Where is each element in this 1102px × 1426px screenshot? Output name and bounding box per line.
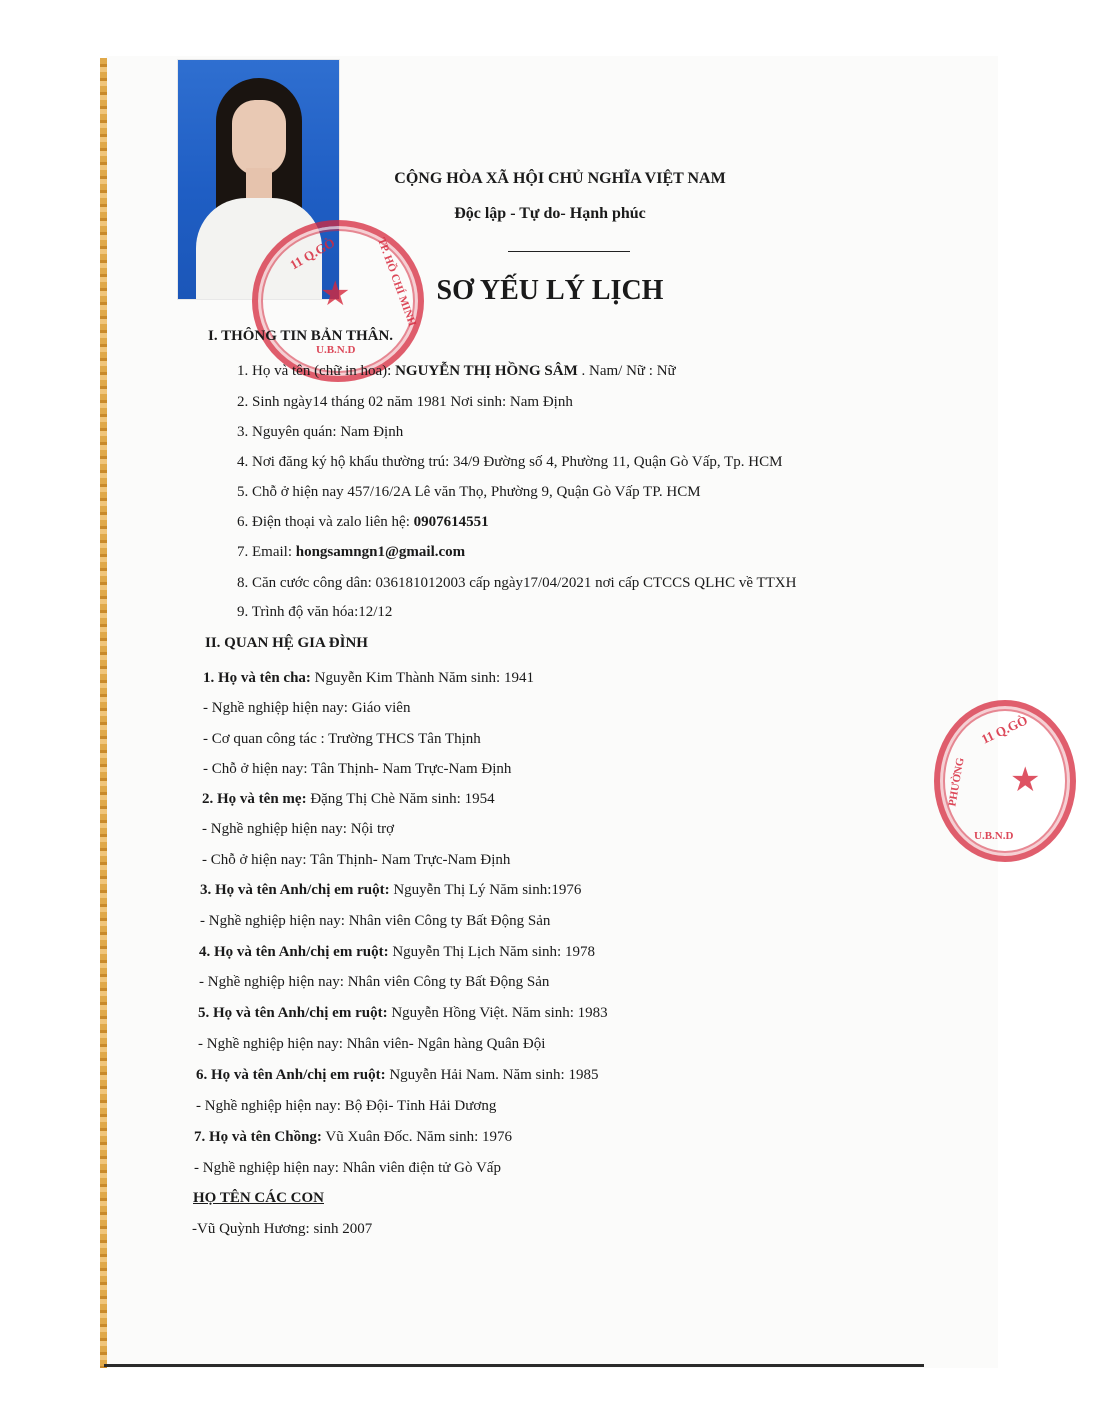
sibling-4-name: 4. Họ và tên Anh/chị em ruột: Nguyễn Thị Lịch Năm sinh: 1978: [199, 944, 595, 960]
info-item-4: 4. Nơi đăng ký hộ khẩu thường trú: 34/9 Đường số 4, Phường 11, Quận Gò Vấp, Tp. HCM: [237, 454, 783, 470]
section1-heading: I. THÔNG TIN BẢN THÂN.: [208, 328, 394, 344]
father-work: - Cơ quan công tác : Trường THCS Tân Thịnh: [203, 731, 481, 747]
info-item-5: 5. Chỗ ở hiện nay 457/16/2A Lê văn Thọ, Phường 9, Quận Gò Vấp TP. HCM: [237, 484, 701, 500]
info-item-9: 9. Trình độ văn hóa:12/12: [237, 604, 393, 620]
sibling-4-job: - Nghề nghiệp hiện nay: Nhân viên Công ty Bất Động Sản: [199, 974, 550, 990]
info-item-8: 8. Căn cước công dân: 036181012003 cấp ngày17/04/2021 nơi cấp CTCCS QLHC về TTXH: [237, 575, 797, 591]
official-seal-right: ★ 11 Q.GÒ PHƯỜNG U.B.N.D: [934, 700, 1076, 862]
document-title: SƠ YẾU LÝ LỊCH: [436, 275, 664, 306]
child-item: -Vũ Quỳnh Hương: sinh 2007: [192, 1221, 373, 1237]
info-item-1: 1. Họ và tên (chữ in hoa): NGUYỄN THỊ HỒNG SÂM . Nam/ Nữ : Nữ: [237, 363, 676, 379]
sibling-3-job: - Nghề nghiệp hiện nay: Nhân viên Công ty Bất Động Sản: [200, 913, 551, 929]
sibling-5-name: 5. Họ và tên Anh/chị em ruột: Nguyễn Hồng Việt. Năm sinh: 1983: [198, 1005, 608, 1021]
official-seal-top: ★ 11 Q.GÒ TP. HỒ CHÍ MINH U.B.N.D: [252, 220, 424, 382]
sibling-3-name: 3. Họ và tên Anh/chị em ruột: Nguyễn Thị Lý Năm sinh:1976: [200, 882, 582, 898]
mother-job: - Nghề nghiệp hiện nay: Nội trợ: [202, 821, 395, 837]
father-job: - Nghề nghiệp hiện nay: Giáo viên: [203, 700, 411, 716]
sibling-5-job: - Nghề nghiệp hiện nay: Nhân viên- Ngân hàng Quân Đội: [198, 1036, 546, 1052]
country-header: CỘNG HÒA XÃ HỘI CHỦ NGHĨA VIỆT NAM: [394, 170, 726, 187]
header-divider: [508, 251, 630, 252]
husband-name: 7. Họ và tên Chồng: Vũ Xuân Đốc. Năm sinh: 1976: [194, 1129, 513, 1145]
info-item-3: 3. Nguyên quán: Nam Định: [237, 424, 404, 440]
father-name: 1. Họ và tên cha: Nguyễn Kim Thành Năm sinh: 1941: [203, 670, 534, 686]
children-heading: HỌ TÊN CÁC CON: [193, 1190, 324, 1206]
mother-name: 2. Họ và tên mẹ: Đặng Thị Chè Năm sinh: 1954: [202, 791, 495, 807]
page-edge-decoration: [100, 58, 107, 1368]
info-item-6: 6. Điện thoại và zalo liên hệ: 0907614551: [237, 514, 489, 530]
husband-job: - Nghề nghiệp hiện nay: Nhân viên điện tử Gò Vấp: [194, 1160, 501, 1176]
motto: Độc lập - Tự do- Hạnh phúc: [454, 205, 646, 222]
info-item-2: 2. Sinh ngày14 tháng 02 năm 1981 Nơi sinh: Nam Định: [237, 394, 573, 410]
mother-address: - Chỗ ở hiện nay: Tân Thịnh- Nam Trực-Nam Định: [202, 852, 511, 868]
section2-heading: II. QUAN HỆ GIA ĐÌNH: [205, 635, 368, 651]
father-address: - Chỗ ở hiện nay: Tân Thịnh- Nam Trực-Nam Định: [203, 761, 512, 777]
page-bottom-border: [104, 1364, 924, 1367]
sibling-6-job: - Nghề nghiệp hiện nay: Bộ Đội- Tỉnh Hải Dương: [196, 1098, 497, 1114]
sibling-6-name: 6. Họ và tên Anh/chị em ruột: Nguyễn Hải Nam. Năm sinh: 1985: [196, 1067, 599, 1083]
info-item-7: 7. Email: hongsamngn1@gmail.com: [237, 544, 466, 560]
